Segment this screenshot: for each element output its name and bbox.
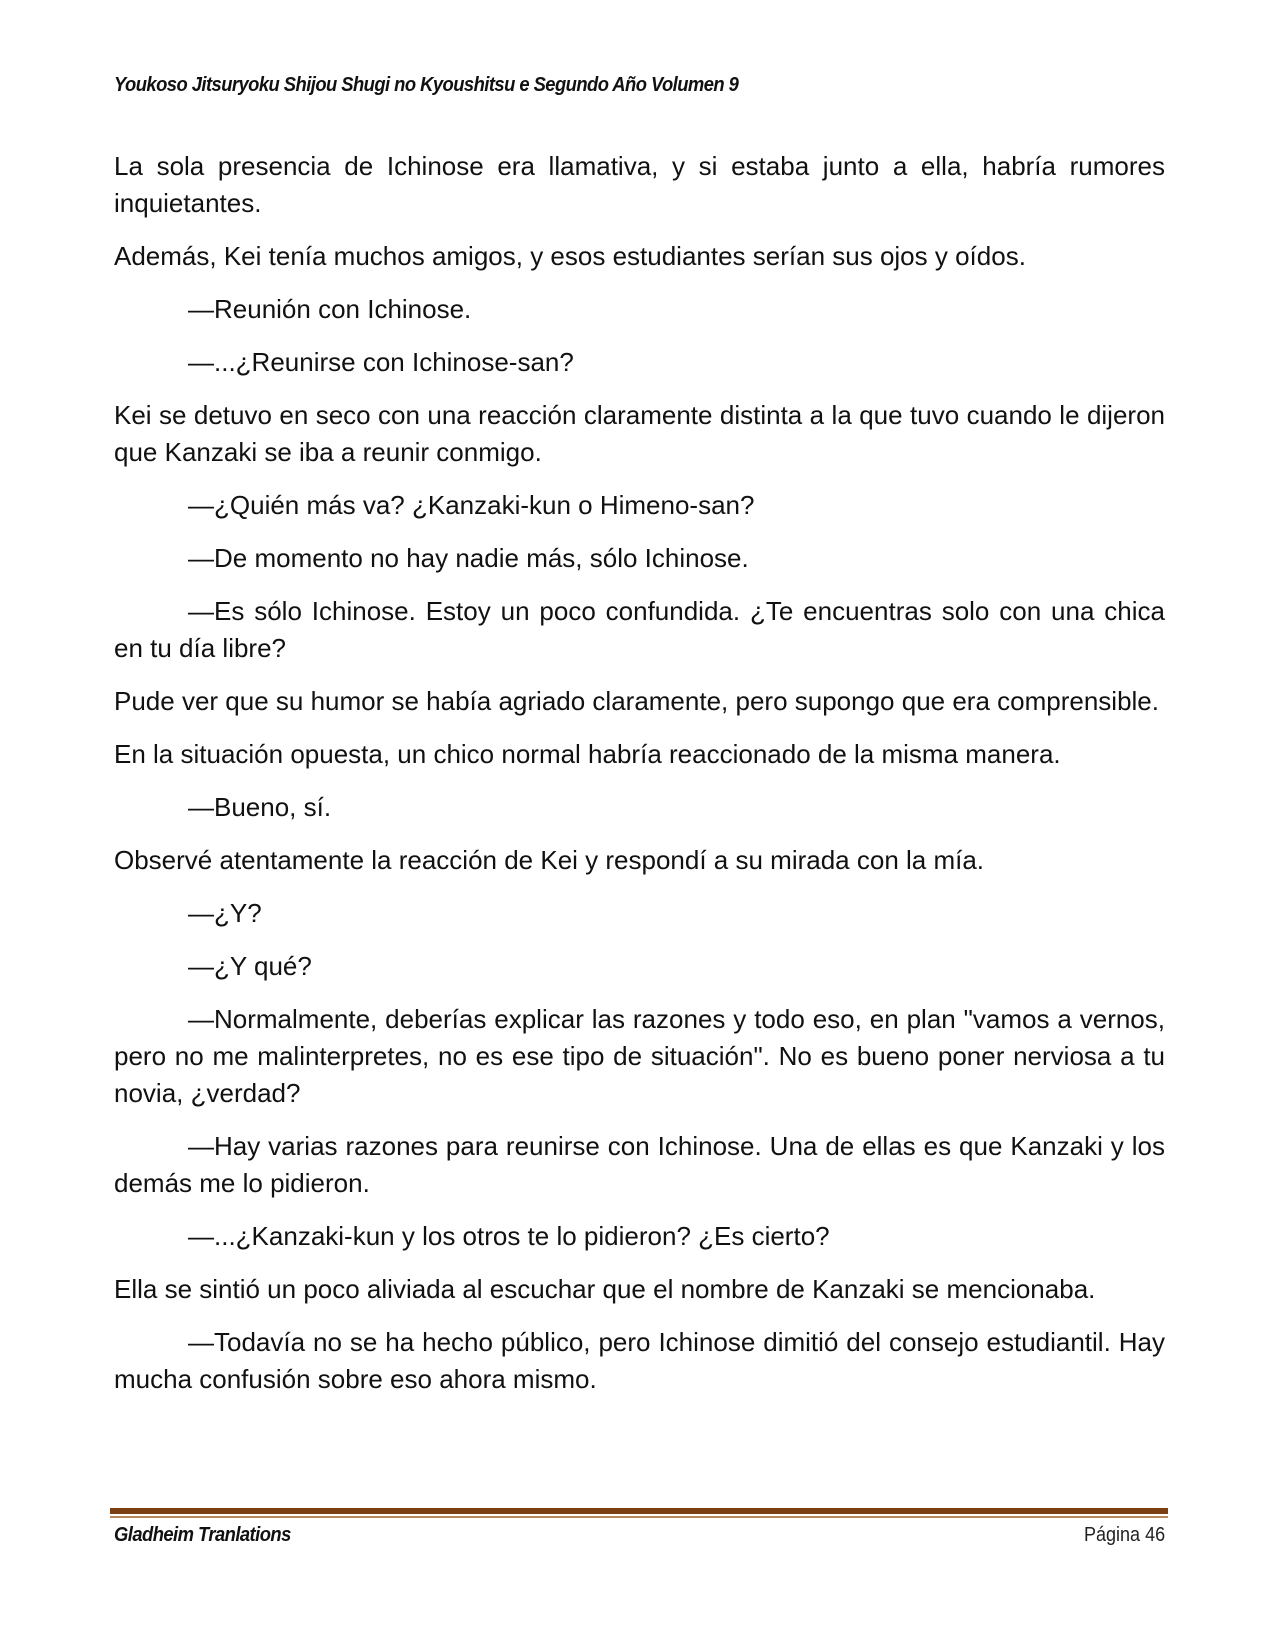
dialogue-paragraph: —...¿Kanzaki-kun y los otros te lo pidieron? ¿Es cierto? <box>188 1221 830 1251</box>
page-body <box>114 148 1165 1414</box>
narration-paragraph: Ella se sintió un poco aliviada al escuchar que el nombre de Kanzaki se mencionaba. <box>114 1274 1096 1304</box>
footer-rule <box>110 1508 1168 1514</box>
page-label: Página <box>1083 1524 1140 1546</box>
page-number-value: 46 <box>1144 1524 1165 1546</box>
dialogue-paragraph: —Es sólo Ichinose. Estoy un poco confundida. ¿Te encuentras solo con una chica en tu día libre? <box>114 596 1165 663</box>
page-number <box>1084 1524 1165 1547</box>
narration-paragraph: La sola presencia de Ichinose era llamativa, y si estaba junto a ella, habría rumores inquietantes. <box>114 151 1165 218</box>
dialogue-paragraph: —¿Quién más va? ¿Kanzaki-kun o Himeno-san? <box>188 490 755 520</box>
footer-translator: Gladheim Tranlations <box>114 1524 291 1546</box>
dialogue-paragraph: —¿Y? <box>188 898 262 928</box>
dialogue-paragraph: —De momento no hay nadie más, sólo Ichinose. <box>188 543 749 573</box>
narration-paragraph: En la situación opuesta, un chico normal habría reaccionado de la misma manera. <box>114 739 1061 769</box>
narration-paragraph: Kei se detuvo en seco con una reacción claramente distinta a la que tuvo cuando le dijeron que Kanzaki se iba a reunir conmigo. <box>114 400 1165 467</box>
narration-paragraph: Observé atentamente la reacción de Kei y respondí a su mirada con la mía. <box>114 845 985 875</box>
narration-paragraph: Pude ver que su humor se había agriado claramente, pero supongo que era comprensible. <box>114 686 1159 716</box>
running-header: Youkoso Jitsuryoku Shijou Shugi no Kyoushitsu e Segundo Año Volumen 9 <box>114 74 739 96</box>
footer-rule-thin <box>110 1516 1168 1518</box>
dialogue-paragraph: —...¿Reunirse con Ichinose-san? <box>188 347 574 377</box>
dialogue-paragraph: —Todavía no se ha hecho público, pero Ichinose dimitió del consejo estudiantil. Hay mucha confusión sobre eso ahora mismo. <box>114 1327 1165 1394</box>
dialogue-paragraph: —Hay varias razones para reunirse con Ichinose. Una de ellas es que Kanzaki y los demás me lo pidieron. <box>114 1131 1165 1198</box>
dialogue-paragraph: —Normalmente, deberías explicar las razones y todo eso, en plan "vamos a vernos, pero no me malinterpretes, no es ese tipo de situación". No es bueno poner nerviosa a tu novia, ¿verdad? <box>114 1004 1165 1108</box>
narration-paragraph: Además, Kei tenía muchos amigos, y esos estudiantes serían sus ojos y oídos. <box>114 241 1026 271</box>
dialogue-paragraph: —Bueno, sí. <box>188 792 332 822</box>
dialogue-paragraph: —¿Y qué? <box>188 951 312 981</box>
dialogue-paragraph: —Reunión con Ichinose. <box>188 294 472 324</box>
